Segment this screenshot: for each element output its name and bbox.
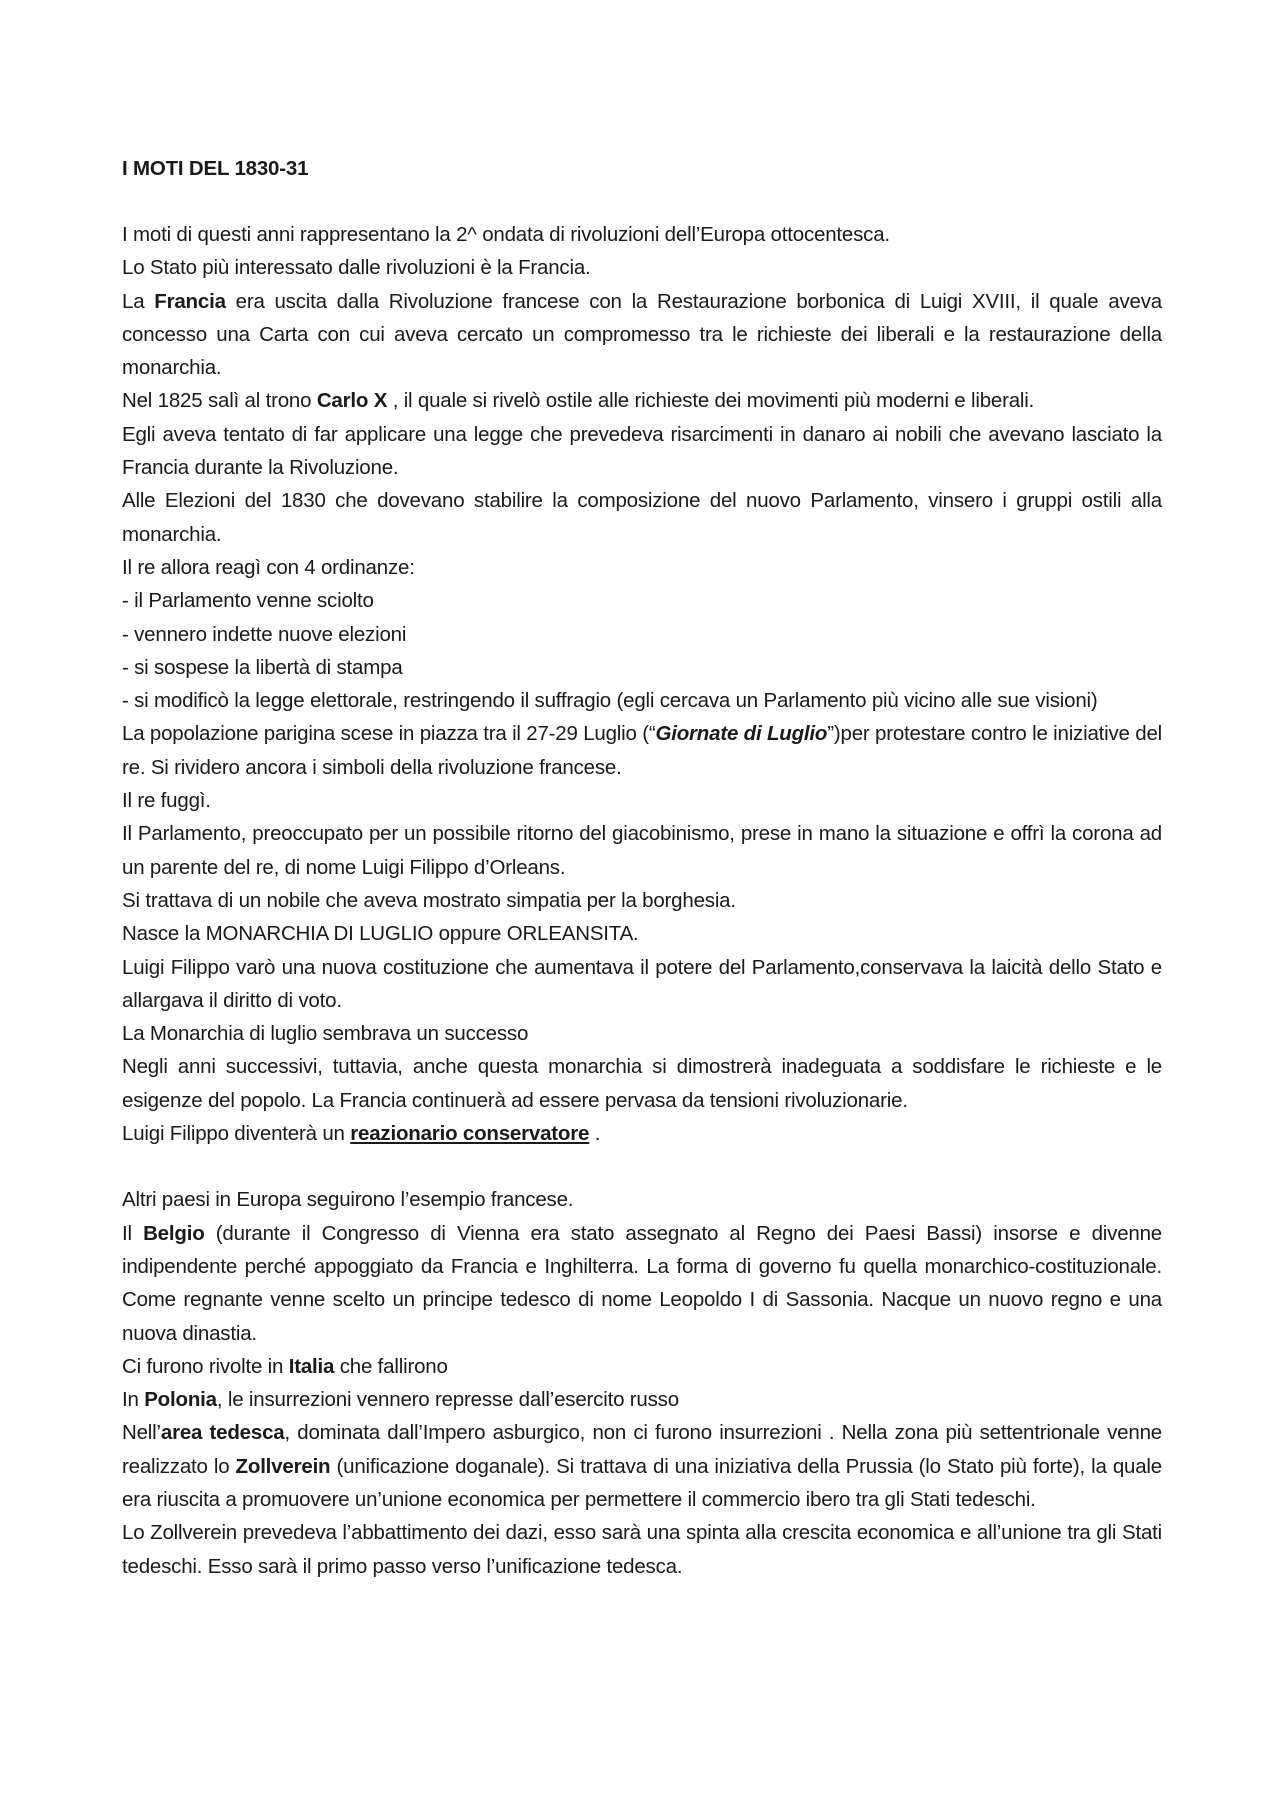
text-run: In <box>122 1388 145 1412</box>
text-run: La popolazione parigina scese in piazza tra il 27-29 Luglio (“ <box>122 722 656 746</box>
text-run: Luigi Filippo diventerà un <box>122 1122 351 1146</box>
paragraph <box>122 1416 1162 1516</box>
bold-term-carlo-x: Carlo X <box>316 389 388 413</box>
list-item: - vennero indette nuove elezioni <box>122 622 407 646</box>
bold-term-francia: Francia <box>154 289 226 313</box>
paragraph: Negli anni successivi, tuttavia, anche questa monarchia si dimostrerà inadeguata a soddisfare le richieste e le esigenze del popolo. La Francia continuerà ad essere pervasa da tensioni rivoluzionarie. <box>122 1055 1162 1112</box>
paragraph <box>122 285 1162 385</box>
text-run: era uscita dalla Rivoluzione francese con la Restaurazione borbonica di Luigi XVIII, il quale aveva concesso una Carta con cui aveva cercato un compromesso tra le richieste dei liberali e la restaurazione della monarchia. <box>122 289 1162 380</box>
ordinances-list <box>122 584 1162 717</box>
paragraph: Si trattava di un nobile che aveva mostrato simpatia per la borghesia. <box>122 888 736 912</box>
paragraph: Il re allora reagì con 4 ordinanze: <box>122 555 415 579</box>
paragraph: Lo Zollverein prevedeva l’abbattimento dei dazi, esso sarà una spinta alla crescita economica e all’unione tra gli Stati tedeschi. Esso sarà il primo passo verso l’unificazione tedesca. <box>122 1521 1162 1578</box>
text-run: , le insurrezioni vennero represse dall’esercito russo <box>216 1388 679 1412</box>
list-item: - si sospese la libertà di stampa <box>122 655 403 679</box>
paragraph <box>122 384 1162 417</box>
underlined-term-reazionario: reazionario conservatore <box>350 1122 590 1146</box>
text-run: Il <box>122 1221 144 1245</box>
paragraph: Luigi Filippo varò una nuova costituzione che aumentava il potere del Parlamento,conservava la laicità dello Stato e allargava il diritto di voto. <box>122 955 1162 1012</box>
document-title: I MOTI DEL 1830-31 <box>122 157 309 180</box>
paragraph: Egli aveva tentato di far applicare una legge che prevedeva risarcimenti in danaro ai nobili che avevano lasciato la Francia durante la Rivoluzione. <box>122 422 1162 480</box>
text-run: (durante il Congresso di Vienna era stato assegnato al Regno dei Paesi Bassi) insorse e divenne indipendente perché appoggiato da Francia e Inghilterra. La forma di governo fu quella monarchico-costituzionale. Come regnante venne scelto un principe tedesco di nome Leopoldo I di Sassonia. Nacque un nuovo regno e una nuova dinastia. <box>122 1221 1162 1345</box>
text-run: (unificazione doganale). Si trattava di una iniziativa della Prussia (lo Stato più forte), la quale era riuscita a promuovere un’unione economica per permettere il commercio ibero tra gli Stati tedeschi. <box>122 1454 1162 1511</box>
paragraph: I moti di questi anni rappresentano la 2^ ondata di rivoluzioni dell’Europa ottocentesca. <box>122 223 890 246</box>
text-run: ”)per protestare contro le iniziative del re. Si rividero ancora i simboli della rivoluzione francese. <box>122 722 1163 779</box>
paragraph: Lo Stato più interessato dalle rivoluzioni è la Francia. <box>122 256 591 280</box>
paragraph <box>122 1350 1162 1383</box>
text-run: Nell’ <box>122 1421 161 1445</box>
text-run: che fallirono <box>334 1354 448 1378</box>
paragraph <box>122 717 1162 784</box>
bold-italic-term-giornate: Giornate di Luglio <box>655 722 828 746</box>
text-run: , il quale si rivelò ostile alle richieste dei movimenti più moderni e liberali. <box>387 389 1035 413</box>
paragraph: Il Parlamento, preoccupato per un possibile ritorno del giacobinismo, prese in mano la situazione e offrì la corona ad un parente del re, di nome Luigi Filippo d’Orleans. <box>122 822 1162 879</box>
paragraph: Altri paesi in Europa seguirono l’esempio francese. <box>122 1188 574 1212</box>
paragraph: Alle Elezioni del 1830 che dovevano stabilire la composizione del nuovo Parlamento, vinsero i gruppi ostili alla monarchia. <box>122 489 1162 546</box>
text-run: , dominata dall’Impero asburgico, non ci furono insurrezioni . Nella zona più settentrionale venne realizzato lo <box>122 1421 1162 1478</box>
list-item: - si modificò la legge elettorale, restringendo il suffragio (egli cercava un Parlamento più vicino alle sue visioni) <box>122 689 1098 713</box>
list-item: - il Parlamento venne sciolto <box>122 589 374 613</box>
text-run: Ci furono rivolte in <box>122 1354 289 1378</box>
text-run: . <box>589 1122 601 1146</box>
bold-term-area-tedesca: area tedesca <box>160 1421 285 1445</box>
bold-term-polonia: Polonia <box>144 1388 217 1412</box>
paragraph <box>122 1117 1162 1150</box>
document-body <box>122 152 1162 1583</box>
blank-line <box>122 1150 1162 1183</box>
bold-term-belgio: Belgio <box>143 1221 205 1245</box>
paragraph: Nasce la MONARCHIA DI LUGLIO oppure ORLEANSITA. <box>122 922 639 946</box>
blank-line <box>122 185 1162 218</box>
text-run: La <box>122 289 155 313</box>
paragraph: La Monarchia di luglio sembrava un successo <box>122 1022 529 1046</box>
bold-term-italia: Italia <box>288 1354 335 1378</box>
text-run: Nel 1825 salì al trono <box>122 389 317 413</box>
paragraph: Il re fuggì. <box>122 789 211 813</box>
bold-term-zollverein: Zollverein <box>235 1454 331 1478</box>
paragraph <box>122 1383 1162 1416</box>
paragraph <box>122 1217 1162 1350</box>
